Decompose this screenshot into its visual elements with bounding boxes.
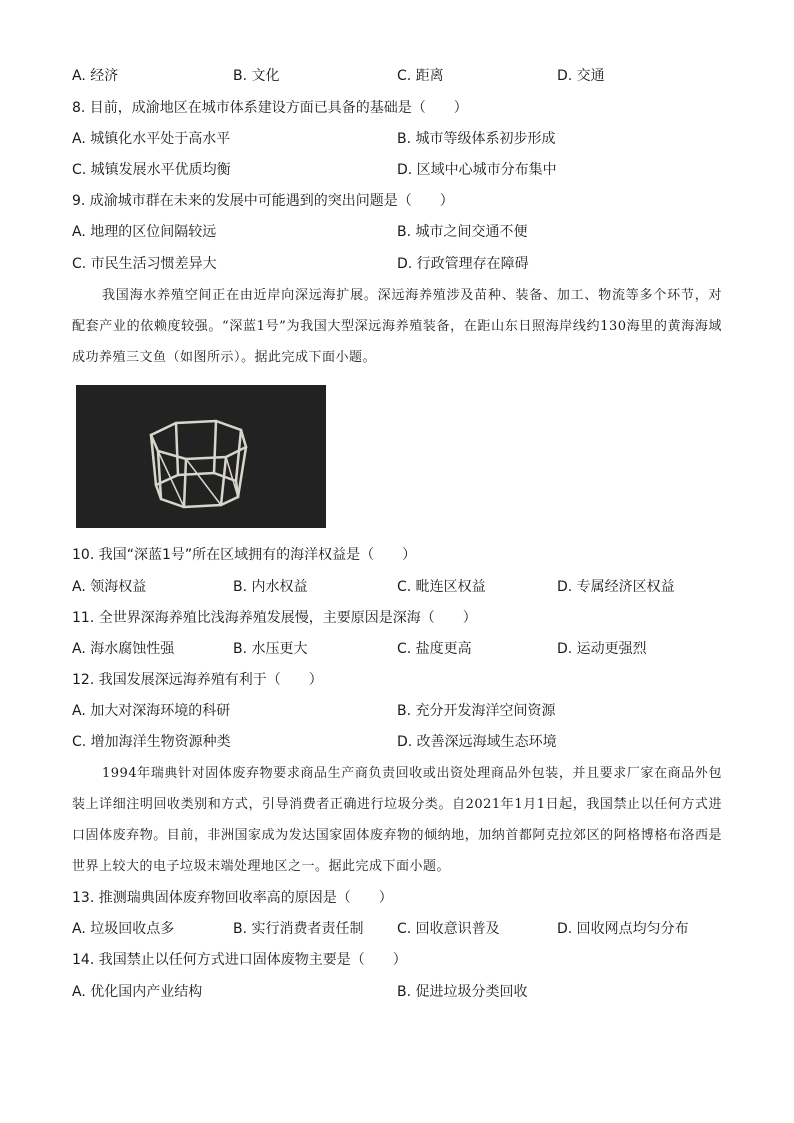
aquaculture-cage-photo xyxy=(76,385,326,528)
q9-stem: 9. 成渝城市群在未来的发展中可能遇到的突出问题是（ ） xyxy=(72,193,454,209)
q13-option-c[interactable]: C. 回收意识普及 xyxy=(397,921,500,937)
q11-option-d[interactable]: D. 运动更强烈 xyxy=(557,641,647,657)
q12-option-c[interactable]: C. 增加海洋生物资源种类 xyxy=(72,734,231,750)
q10-option-b[interactable]: B. 内水权益 xyxy=(233,579,308,595)
q13-stem: 13. 推测瑞典固体废弃物回收率高的原因是（ ） xyxy=(72,890,393,906)
passage-deep-sea-farming: 我国海水养殖空间正在由近岸向深远海扩展。深远海养殖涉及苗种、装备、加工、物流等多个环节，对配套产业的依赖度较强。“深蓝1号”为我国大型深远海养殖装备，在距山东日照海岸线约130海里的黄海海域成功养殖三文鱼（如图所示）。据此完成下面小题。 xyxy=(72,288,722,365)
passage-solid-waste: 1994年瑞典针对固体废弃物要求商品生产商负责回收或出资处理商品外包装，并且要求厂家在商品外包装上详细注明回收类别和方式，引导消费者正确进行垃圾分类。自2021年1月1日起，我国禁止以任何方式进口固体废弃物。目前，非洲国家成为发达国家固体废弃物的倾纳地，加纳首都阿克拉郊区的阿格博格布洛西是世界上较大的电子垃圾末端处理地区之一。据此完成下面小题。 xyxy=(72,766,722,874)
q8-option-a[interactable]: A. 城镇化水平处于高水平 xyxy=(72,131,231,147)
q8-option-b[interactable]: B. 城市等级体系初步形成 xyxy=(397,131,556,147)
q10-stem: 10. 我国“深蓝1号”所在区域拥有的海洋权益是（ ） xyxy=(72,547,417,563)
q8-option-c[interactable]: C. 城镇发展水平优质均衡 xyxy=(72,162,231,178)
q12-stem: 12. 我国发展深远海养殖有利于（ ） xyxy=(72,672,323,688)
q7-option-b[interactable]: B. 文化 xyxy=(233,68,280,84)
q10-option-c[interactable]: C. 毗连区权益 xyxy=(397,579,486,595)
q11-option-c[interactable]: C. 盐度更高 xyxy=(397,641,472,657)
q8-stem: 8. 目前，成渝地区在城市体系建设方面已具备的基础是（ ） xyxy=(72,100,468,116)
q14-option-b[interactable]: B. 促进垃圾分类回收 xyxy=(397,984,528,1000)
q9-option-d[interactable]: D. 行政管理存在障碍 xyxy=(397,256,529,272)
cage-drawing xyxy=(76,385,326,528)
q11-option-b[interactable]: B. 水压更大 xyxy=(233,641,308,657)
q12-option-d[interactable]: D. 改善深远海域生态环境 xyxy=(397,734,557,750)
q7-option-c[interactable]: C. 距离 xyxy=(397,68,444,84)
q12-option-b[interactable]: B. 充分开发海洋空间资源 xyxy=(397,703,556,719)
q14-option-a[interactable]: A. 优化国内产业结构 xyxy=(72,984,203,1000)
q11-stem: 11. 全世界深海养殖比浅海养殖发展慢，主要原因是深海（ ） xyxy=(72,610,477,626)
q9-option-b[interactable]: B. 城市之间交通不便 xyxy=(397,224,528,240)
q14-stem: 14. 我国禁止以任何方式进口固体废物主要是（ ） xyxy=(72,952,407,968)
q9-option-c[interactable]: C. 市民生活习惯差异大 xyxy=(72,256,217,272)
q13-option-a[interactable]: A. 垃圾回收点多 xyxy=(72,921,175,937)
q10-option-d[interactable]: D. 专属经济区权益 xyxy=(557,579,675,595)
q12-option-a[interactable]: A. 加大对深海环境的科研 xyxy=(72,703,231,719)
q7-option-d[interactable]: D. 交通 xyxy=(557,68,605,84)
q7-option-a[interactable]: A. 经济 xyxy=(72,68,119,84)
q9-option-a[interactable]: A. 地理的区位间隔较远 xyxy=(72,224,217,240)
q11-option-a[interactable]: A. 海水腐蚀性强 xyxy=(72,641,175,657)
q10-option-a[interactable]: A. 领海权益 xyxy=(72,579,147,595)
q13-option-b[interactable]: B. 实行消费者责任制 xyxy=(233,921,364,937)
q13-option-d[interactable]: D. 回收网点均匀分布 xyxy=(557,921,689,937)
q8-option-d[interactable]: D. 区域中心城市分布集中 xyxy=(397,162,557,178)
